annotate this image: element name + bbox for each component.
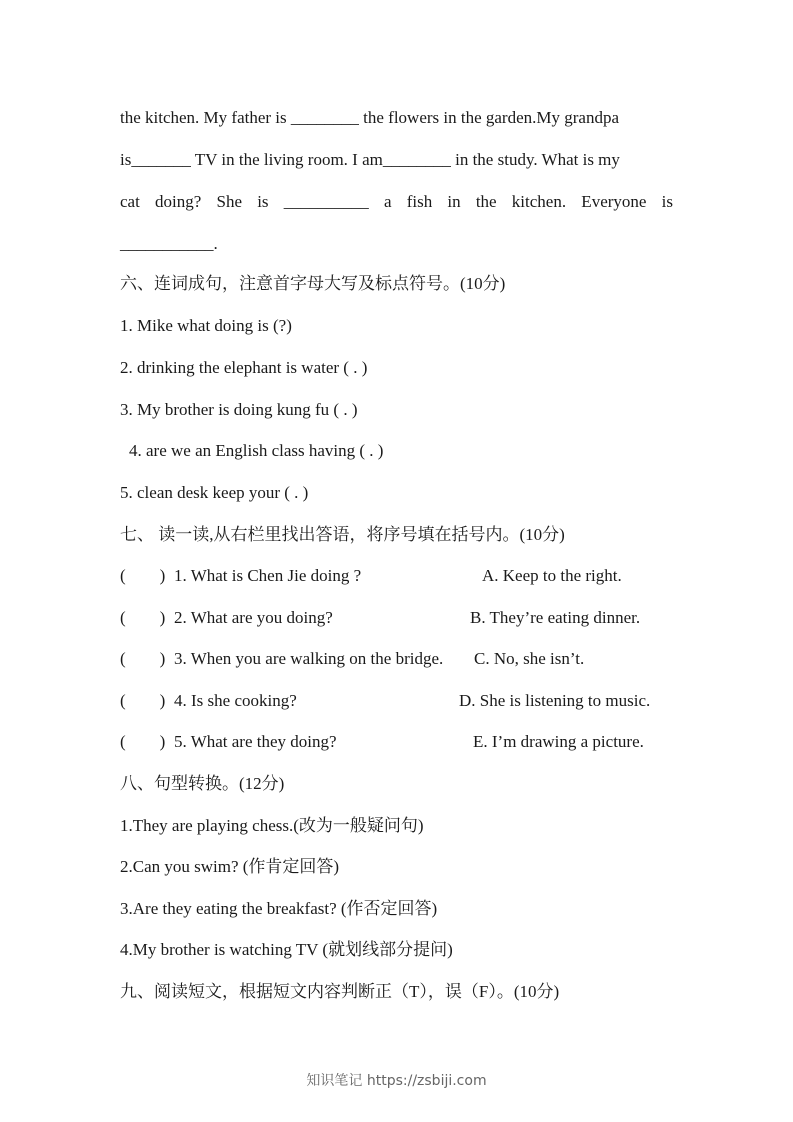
section-6-item-3: 3. My brother is doing kung fu ( . ) bbox=[120, 400, 358, 419]
section-7-question-5: 5. What are they doing? bbox=[174, 732, 337, 751]
section-8-item-2: 2.Can you swim? (作肯定回答) bbox=[120, 857, 340, 876]
section-7-answer-c: C. No, she isn’t. bbox=[474, 649, 585, 668]
section-7-question-2: 2. What are you doing? bbox=[174, 608, 333, 627]
section-7-blank-2: ( ) bbox=[120, 608, 166, 627]
section-7-blank-5: ( ) bbox=[120, 732, 166, 751]
section-8-item-1: 1.They are playing chess.(改为一般疑问句) bbox=[120, 816, 424, 835]
section-7-question-3: 3. When you are walking on the bridge. bbox=[174, 649, 444, 668]
section-9-title: 九、阅读短文，根据短文内容判断正（T），误（F）。(10分) bbox=[120, 982, 560, 1001]
section-7-question-1: 1. What is Chen Jie doing ? bbox=[174, 566, 362, 585]
section-7-blank-3: ( ) bbox=[120, 649, 166, 668]
section-6-item-2: 2. drinking the elephant is water ( . ) bbox=[120, 358, 368, 377]
passage-line-1: the kitchen. My father is ________ the flowers in the garden.My grandpa bbox=[120, 108, 620, 127]
section-7-answer-d: D. She is listening to music. bbox=[459, 691, 651, 710]
section-7-answer-e: E. I’m drawing a picture. bbox=[473, 732, 644, 751]
passage-line-2: is_______ TV in the living room. I am________ in the study. What is my bbox=[120, 150, 620, 169]
section-7-answer-a: A. Keep to the right. bbox=[482, 566, 622, 585]
section-8-item-4: 4.My brother is watching TV (就划线部分提问) bbox=[120, 940, 453, 959]
section-7-answer-b: B. They’re eating dinner. bbox=[470, 608, 641, 627]
section-8-item-3: 3.Are they eating the breakfast? (作否定回答) bbox=[120, 899, 438, 918]
passage-line-3: cat doing? She is __________ a fish in the kitchen. Everyone is bbox=[120, 192, 673, 211]
section-7-blank-4: ( ) bbox=[120, 691, 166, 710]
section-6-item-5: 5. clean desk keep your ( . ) bbox=[120, 483, 309, 502]
footer-watermark: 知识笔记 https://zsbiji.com bbox=[306, 1073, 487, 1089]
section-7-blank-1: ( ) bbox=[120, 566, 166, 585]
section-6-item-4: 4. are we an English class having ( . ) bbox=[129, 441, 384, 460]
section-7-question-4: 4. Is she cooking? bbox=[174, 691, 297, 710]
section-7-title: 七、 读一读,从右栏里找出答语，将序号填在括号内。(10分) bbox=[120, 525, 565, 544]
passage-line-4: ___________. bbox=[120, 234, 218, 253]
section-6-item-1: 1. Mike what doing is (?) bbox=[120, 316, 292, 335]
section-6-title: 六、连词成句，注意首字母大写及标点符号。(10分) bbox=[120, 274, 506, 293]
section-8-title: 八、句型转换。(12分) bbox=[120, 774, 285, 793]
